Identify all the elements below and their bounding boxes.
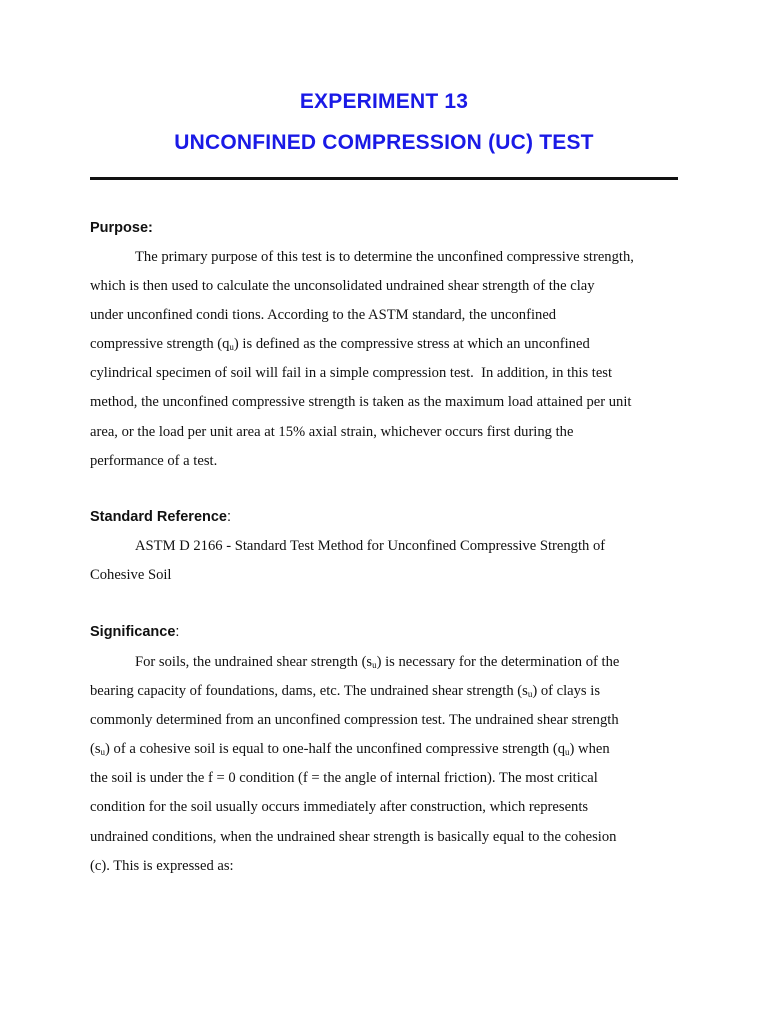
significance-line-1 [90, 648, 680, 677]
experiment-number-title: EXPERIMENT 13 [299, 90, 469, 113]
purpose-heading-text: Purpose: [90, 220, 153, 236]
significance-heading-text: Significance [90, 624, 176, 640]
su-subscript: u [100, 747, 106, 758]
significance-line-4c: ) when [569, 741, 610, 758]
significance-line-1a: For soils, the undrained shear strength (s [135, 654, 373, 670]
purpose-line-8: performance of a test. [90, 452, 218, 469]
su-subscript: u [527, 689, 533, 700]
purpose-paragraph [90, 243, 680, 476]
purpose-line-1: The primary purpose of this test is to determine the unconfined compressive strength, [135, 249, 634, 265]
qu-subscript: u [229, 342, 234, 353]
significance-line-2b: ) of clays is [532, 683, 600, 700]
purpose-heading [90, 220, 153, 236]
significance-line-6: condition for the soil usually occurs immediately after construction, which represents [90, 799, 589, 816]
significance-paragraph [90, 648, 680, 881]
standard-reference-line-1: ASTM D 2166 - Standard Test Method for Unconfined Compressive Strength of [135, 538, 606, 554]
experiment-name-title: UNCONFINED COMPRESSION (UC) TEST [174, 131, 594, 154]
standard-reference-line-2: Cohesive Soil [90, 567, 172, 584]
significance-line-4b: ) of a cohesive soil is equal to one-half the unconfined compressive strength (q [105, 741, 566, 758]
purpose-line-6: method, the unconfined compressive strength is taken as the maximum load attained per unit [90, 394, 632, 411]
purpose-line-5: cylindrical specimen of soil will fail in a simple compression test. In addition, in this test [90, 365, 613, 382]
qu-subscript: u [565, 747, 570, 758]
significance-line-2a: bearing capacity of foundations, dams, etc. The undrained shear strength (s [90, 683, 528, 700]
purpose-line-4 [90, 330, 680, 359]
purpose-line-3: under unconfined condi tions. According to the ASTM standard, the unconfined [90, 307, 557, 324]
purpose-line-7: area, or the load per unit area at 15% axial strain, whichever occurs first during the [90, 423, 574, 440]
significance-heading [90, 624, 179, 640]
standard-reference-colon: : [227, 509, 232, 525]
title-divider [90, 177, 678, 180]
significance-colon: : [175, 624, 180, 640]
significance-line-2 [90, 677, 680, 706]
purpose-line-2: which is then used to calculate the unconsolidated undrained shear strength of the clay [90, 278, 595, 295]
significance-line-1b: ) is necessary for the determination of the [376, 654, 620, 670]
significance-line-8: (c). This is expressed as: [90, 857, 234, 874]
standard-reference-heading [90, 509, 231, 525]
standard-reference-heading-text: Standard Reference [90, 509, 227, 525]
purpose-line-4a: compressive strength (q [90, 336, 230, 353]
significance-line-5: the soil is under the f = 0 condition (f = the angle of internal friction). The most critical [90, 770, 598, 787]
significance-line-4 [90, 735, 680, 764]
standard-reference-paragraph [90, 532, 680, 590]
su-subscript: u [372, 660, 377, 670]
significance-line-3: commonly determined from an unconfined compression test. The undrained shear strength [90, 712, 619, 729]
significance-line-4a: (s [90, 741, 101, 758]
purpose-line-4b: ) is defined as the compressive stress at which an unconfined [233, 336, 590, 353]
significance-line-7: undrained conditions, when the undrained shear strength is basically equal to the cohesion [90, 828, 617, 845]
